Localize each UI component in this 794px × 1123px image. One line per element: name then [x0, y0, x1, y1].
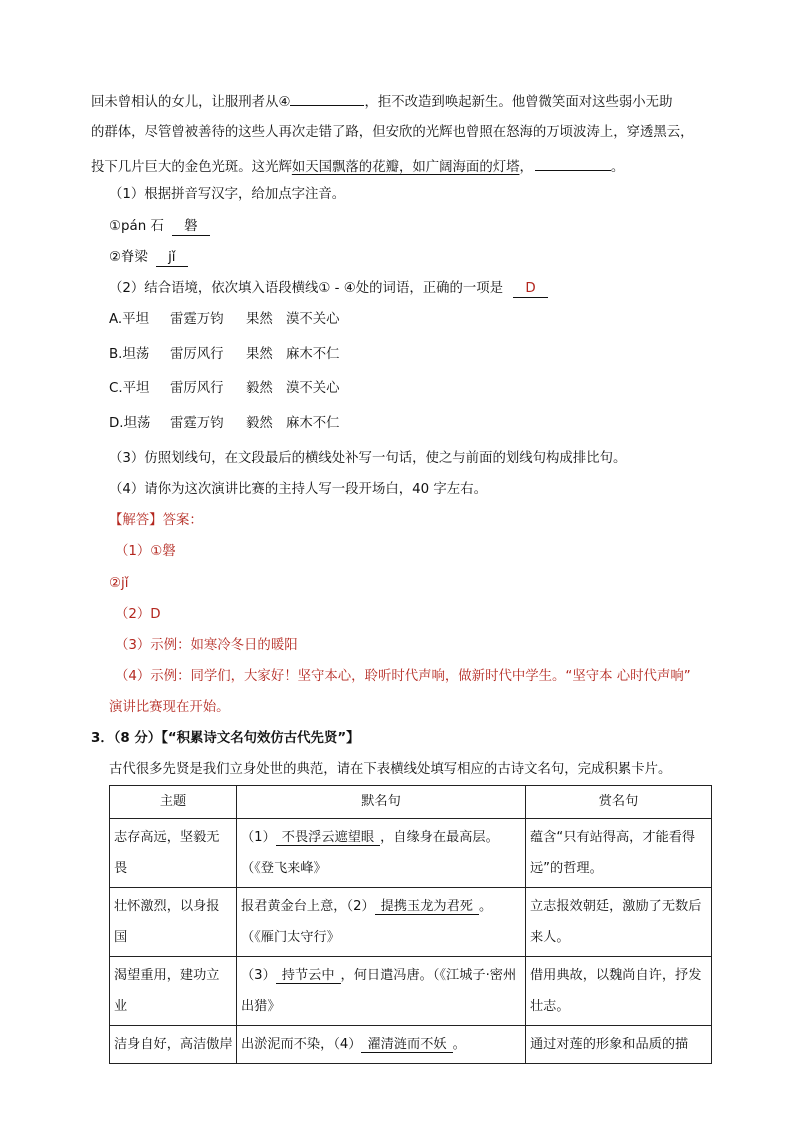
option-word: 麻木不仁	[286, 347, 340, 362]
circled-number: ④	[278, 95, 291, 110]
section-3-intro: 古代很多先贤是我们立身处世的典范，请在下表横线处填写相应的古诗文名句，完成积累卡片。	[109, 762, 672, 777]
option-word: 果然	[246, 312, 273, 327]
accumulation-card-table	[109, 785, 712, 1064]
theme-cell: 渴望重用，建功立业	[110, 957, 237, 1026]
passage-text: 。	[610, 160, 625, 175]
cell-text: 出淤泥而不染，（4）	[241, 1037, 362, 1052]
answer-1b: ②jǐ	[109, 576, 129, 591]
passage-line-1	[91, 90, 672, 112]
answer-4: （4）示例：同学们，大家好！坚守本心，聆听时代声响，做新时代中学生。“坚守本 心时代声响”	[115, 669, 691, 684]
question-3-prompt: （3）仿照划线句，在文段最后的横线处补写一句话，使之与前面的划线句构成排比句。	[109, 451, 627, 466]
filled-answer: 磐	[172, 219, 209, 236]
option-word: 雷霆万钧	[170, 416, 224, 431]
option-label: C.平坦	[109, 381, 150, 396]
header-theme: 主题	[110, 786, 237, 819]
table-row	[110, 1026, 712, 1064]
option-word: 漠不关心	[286, 381, 340, 396]
option-a	[109, 311, 340, 329]
cell-text: （1）	[241, 830, 276, 845]
answer-2: （2）D	[115, 607, 161, 622]
circled-number: ①	[318, 281, 331, 296]
filled-answer: 持节云中	[276, 968, 341, 984]
header-recite: 默名句	[237, 786, 526, 819]
cell-text: 。	[478, 899, 493, 914]
prompt-text: （2）结合语境，依次填入语段横线	[109, 281, 319, 296]
item-label: ②脊梁	[109, 250, 148, 265]
option-label: D.坦荡	[109, 416, 151, 431]
table-row	[110, 957, 712, 1026]
passage-text: 的群体，尽管曾被善待的这些人再次走错了路，但安欣的光辉也曾照在怒海的万顷波涛上，穿透黑云，	[91, 125, 694, 140]
option-d	[109, 415, 340, 433]
option-b	[109, 346, 340, 364]
option-c	[109, 380, 340, 398]
prompt-text: -	[330, 281, 344, 296]
filled-answer: 濯清涟而不妖	[361, 1037, 452, 1053]
question-1-item-2	[109, 249, 188, 267]
appreciate-cell: 借用典故，以魏尚自许，抒发壮志。	[526, 957, 712, 1026]
answer-header	[109, 512, 203, 530]
question-1-prompt: （1）根据拼音写汉字，给加点字注音。	[109, 187, 346, 202]
underlined-sentence: 如天国飘落的花瓣，如广阔海面的灯塔	[291, 160, 520, 175]
appreciate-cell: 通过对莲的形象和品质的描	[526, 1026, 712, 1064]
appreciate-cell: 蕴含“只有站得高，才能看得远”的哲理。	[526, 819, 712, 888]
option-word: 雷厉风行	[170, 381, 224, 396]
theme-cell: 洁身自好，高洁傲岸	[110, 1026, 237, 1064]
question-1-item-1	[109, 218, 210, 236]
option-word: 麻木不仁	[286, 416, 340, 431]
recite-cell	[237, 888, 526, 957]
source-text: （《登飞来峰》	[241, 861, 327, 876]
theme-cell: 志存高远，坚毅无畏	[110, 819, 237, 888]
recite-cell	[237, 819, 526, 888]
theme-cell: 壮怀激烈，以身报国	[110, 888, 237, 957]
option-label: B.坦荡	[109, 347, 150, 362]
passage-text: ，	[519, 160, 533, 175]
option-word: 毅然	[246, 416, 273, 431]
cell-text: ，何日遣冯唐。（《江城子·密州出猎》	[241, 968, 517, 1014]
source-text: （《雁门太守行》	[241, 930, 340, 945]
passage-line-3	[91, 155, 624, 177]
filled-answer: jǐ	[156, 250, 187, 267]
answer-tag: 【解答】	[109, 513, 163, 528]
option-word: 雷厉风行	[170, 347, 224, 362]
passage-text: 回未曾相认的女儿，让服刑者从	[91, 95, 279, 110]
option-word: 雷霆万钧	[170, 312, 224, 327]
table-row	[110, 888, 712, 957]
section-3-title: 3．（8 分）【“积累诗文名句效仿古代先贤”】	[91, 731, 360, 746]
prompt-text: 处的词语，正确的一项是	[355, 281, 504, 296]
table-header-row	[110, 786, 712, 819]
answer-3: （3）示例：如寒冷冬日的暖阳	[115, 638, 298, 653]
recite-cell	[237, 1026, 526, 1064]
header-appreciate: 赏名句	[526, 786, 712, 819]
option-word: 果然	[246, 347, 273, 362]
filled-answer: 不畏浮云遮望眼	[276, 830, 380, 846]
cell-text: ，自缘身在最高层。	[380, 830, 499, 845]
table-row	[110, 819, 712, 888]
passage-line-2	[91, 124, 694, 142]
question-4-prompt: （4）请你为这次演讲比赛的主持人写一段开场白，40 字左右。	[109, 482, 487, 497]
item-label: ①pán 石	[109, 219, 164, 234]
answer-label: 答案：	[162, 513, 203, 528]
cell-text: 报君黄金台上意，（2）	[241, 899, 375, 914]
answer-blank	[290, 90, 364, 106]
cell-text: 。	[452, 1037, 466, 1052]
appreciate-cell: 立志报效朝廷，激励了无数后来人。	[526, 888, 712, 957]
cell-text: （3）	[241, 968, 276, 983]
passage-text: ，拒不改造到唤起新生。他曾微笑面对这些弱小无助	[364, 95, 673, 110]
answer-4b: 演讲比赛现在开始。	[109, 700, 230, 715]
passage-text: 投下几片巨大的金色光斑。这光辉	[91, 160, 292, 175]
option-word: 漠不关心	[286, 312, 340, 327]
circled-number: ④	[343, 281, 356, 296]
answer-1: （1）①磐	[115, 544, 176, 559]
answer-blank	[535, 155, 611, 171]
filled-answer: D	[513, 281, 547, 298]
recite-cell	[237, 957, 526, 1026]
option-label: A.平坦	[109, 312, 149, 327]
option-word: 毅然	[246, 381, 273, 396]
filled-answer: 提携玉龙为君死	[375, 899, 479, 915]
question-2-prompt	[109, 280, 548, 298]
